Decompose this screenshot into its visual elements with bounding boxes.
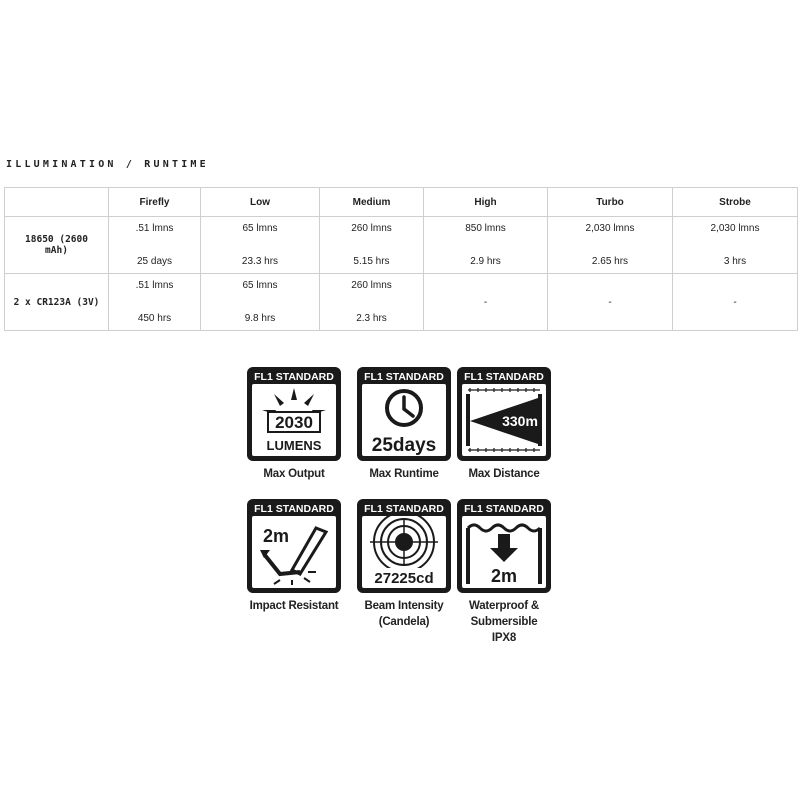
runtime-value: 2.9 hrs <box>470 256 501 267</box>
standard-label: FL1 STANDARD <box>254 503 334 515</box>
target-icon <box>356 498 452 594</box>
max-output-unit: LUMENS <box>266 438 322 453</box>
table-cell <box>424 217 548 274</box>
table-cell <box>201 274 320 331</box>
output-value: .51 lmns <box>135 280 174 291</box>
beam-distance-icon <box>456 366 552 462</box>
runtime-value: 9.8 hrs <box>244 313 276 324</box>
row-label: 2 x CR123A (3V) <box>5 274 109 331</box>
header-cell: Firefly <box>109 188 201 217</box>
badge-label: Beam Intensity (Candela) <box>364 600 444 628</box>
output-value: 65 lmns <box>242 280 278 291</box>
runtime-value: 3 hrs <box>723 256 747 267</box>
waterproof-value: 2m <box>490 566 518 586</box>
badge-max-output <box>244 366 344 482</box>
standard-label: FL1 STANDARD <box>464 503 544 515</box>
standard-label: FL1 STANDARD <box>254 371 334 383</box>
drop-impact-icon <box>246 498 342 594</box>
section-title: ILLUMINATION / RUNTIME <box>6 159 209 170</box>
runtime-value: 25 days <box>136 256 173 267</box>
table-cell <box>548 217 673 274</box>
table-row <box>5 217 798 274</box>
badge-label: Max Output <box>263 468 325 480</box>
table-cell-empty: - <box>424 274 548 331</box>
badge-label: Max Distance <box>468 468 540 480</box>
table-cell-empty: - <box>673 274 798 331</box>
table-header-row <box>5 188 798 217</box>
impact-value: 2m <box>262 526 290 546</box>
badge-waterproof <box>454 498 554 646</box>
badge-impact-resistant <box>244 498 344 614</box>
output-value: 260 lmns <box>351 280 392 291</box>
max-distance-value: 330m <box>502 413 538 429</box>
runtime-value: 23.3 hrs <box>241 256 279 267</box>
header-cell: Low <box>201 188 320 217</box>
table-row <box>5 274 798 331</box>
header-cell: High <box>424 188 548 217</box>
badge-label: Max Runtime <box>369 468 439 480</box>
table-cell-empty: - <box>548 274 673 331</box>
badge-label: Waterproof & Submersible IPX8 <box>468 600 539 644</box>
runtime-value: 2.65 hrs <box>591 256 629 267</box>
beam-value: 27225cd <box>374 570 434 587</box>
standard-label: FL1 STANDARD <box>364 371 444 383</box>
header-cell: Strobe <box>673 188 798 217</box>
water-submersion-icon <box>456 498 552 594</box>
table-cell <box>320 274 424 331</box>
badge-max-distance <box>454 366 554 482</box>
table-cell <box>201 217 320 274</box>
header-cell <box>5 188 109 217</box>
table-cell <box>320 217 424 274</box>
table-cell <box>109 217 201 274</box>
runtime-value: 5.15 hrs <box>353 256 390 267</box>
output-value: 2,030 lmns <box>710 223 760 234</box>
runtime-value: 450 hrs <box>137 313 172 324</box>
clock-icon <box>356 366 452 462</box>
header-cell: Medium <box>320 188 424 217</box>
output-value: .51 lmns <box>135 223 174 234</box>
output-value: 65 lmns <box>242 223 278 234</box>
runtime-value: 2.3 hrs <box>356 313 387 324</box>
table-cell <box>673 217 798 274</box>
row-label: 18650 (2600 mAh) <box>5 217 109 274</box>
max-runtime-value: 25days <box>371 435 437 456</box>
output-value: 850 lmns <box>465 223 506 234</box>
max-output-value: 2030 <box>275 413 313 432</box>
badge-max-runtime <box>354 366 454 482</box>
standard-label: FL1 STANDARD <box>364 503 444 515</box>
output-value: 2,030 lmns <box>585 223 635 234</box>
table-cell <box>109 274 201 331</box>
standard-label: FL1 STANDARD <box>464 371 544 383</box>
header-cell: Turbo <box>548 188 673 217</box>
illumination-runtime-table <box>4 187 798 331</box>
badge-beam-intensity <box>354 498 454 630</box>
badge-label: Impact Resistant <box>249 600 339 612</box>
output-value: 260 lmns <box>351 223 392 234</box>
sun-burst-icon <box>246 366 342 462</box>
